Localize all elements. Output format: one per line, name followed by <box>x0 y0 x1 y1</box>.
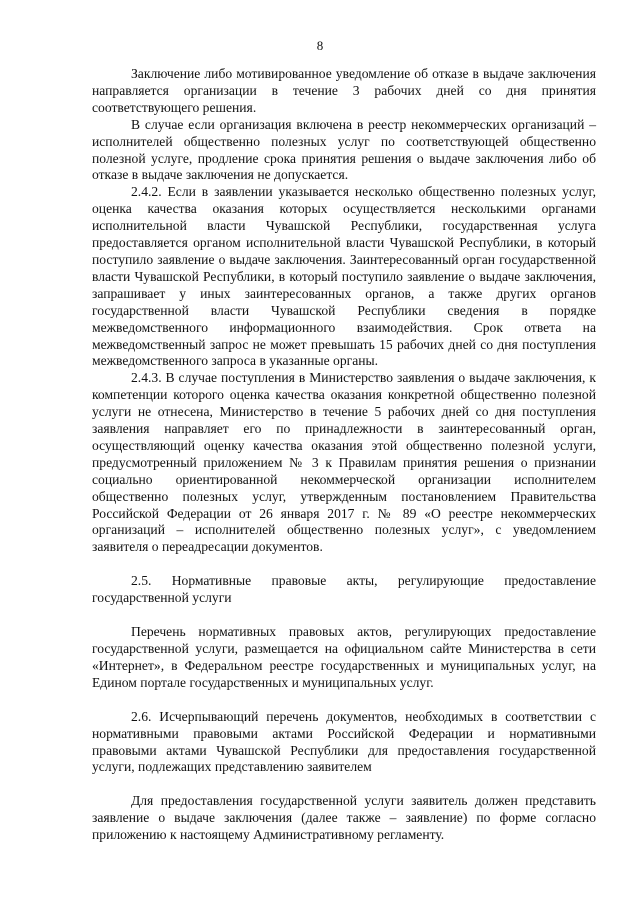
paragraph-registry-extension: В случае если организация включена в реестр некоммерческих организаций – исполнителей общественно полезных услуг по соответствующей общественно полезной услуге, продление срока принятия решения о выдаче заключения либо об отказе в выдаче заключения не допускается. <box>92 116 596 183</box>
document-body <box>92 66 596 844</box>
section-heading-2-6: 2.6. Исчерпывающий перечень документов, необходимых в соответствии с нормативными правовыми актами Российской Федерации и нормативными правовыми актами Чувашской Республики для предоставления государственной услуги, подлежащих представлению заявителем <box>92 708 596 775</box>
page-number: 8 <box>316 38 324 53</box>
section-heading-2-5: 2.5. Нормативные правовые акты, регулирующие предоставление государственной услуги <box>92 573 596 606</box>
paragraph-application-form: Для предоставления государственной услуги заявитель должен представить заявление о выдаче заключения (далее также – заявление) по форме согласно приложению к настоящему Административному регламенту. <box>92 793 596 843</box>
paragraph-2-4-2: 2.4.2. Если в заявлении указывается несколько общественно полезных услуг, оценка качества оказания которых осуществляется несколькими органами исполнительной власти Чувашской Республики, государственная услуга предоставляется органом исполнительной власти Чувашской Республики, в который поступило заявление о выдаче заключения. Заинтересованный орган государственной власти Чувашской Республики, в который поступило заявление о выдаче заключения, запрашивает у иных заинтересованных органов, а также других органов государственной власти Чувашской Республики сведения в порядке межведомственного информационного взаимодействия. Срок ответа на межведомственный запрос не может превышать 15 рабочих дней со дня поступления межведомственного запроса в указанные органы. <box>92 184 596 369</box>
paragraph-conclusion-notice: Заключение либо мотивированное уведомление об отказе в выдаче заключения направляется организации в течение 3 рабочих дней со дня принятия соответствующего решения. <box>92 66 596 115</box>
paragraph-legal-acts-list: Перечень нормативных правовых актов, регулирующих предоставление государственной услуги, размещается на официальном сайте Министерства в сети «Интернет», в Федеральном реестре государственных и муниципальных услуг, на Едином портале государственных и муниципальных услуг. <box>92 624 596 690</box>
paragraph-2-4-3: 2.4.3. В случае поступления в Министерство заявления о выдаче заключения, к компетенции которого оценка качества оказания конкретной общественно полезной услуги не отнесена, Министерство в течение 5 рабочих дней со дня поступления заявления направляет его по принадлежности в заинтересованный орган, осуществляющий оценку качества оказания этой общественно полезной услуги, предусмотренный приложением № 3 к Правилам принятия решения о признании социально ориентированной некоммерческой организации исполнителем общественно полезных услуг, утвержденным постановлением Правительства Российской Федерации от 26 января 2017 г. № 89 «О реестре некоммерческих организаций – исполнителей общественно полезных услуг», с уведомлением заявителя о переадресации документов. <box>92 370 596 555</box>
